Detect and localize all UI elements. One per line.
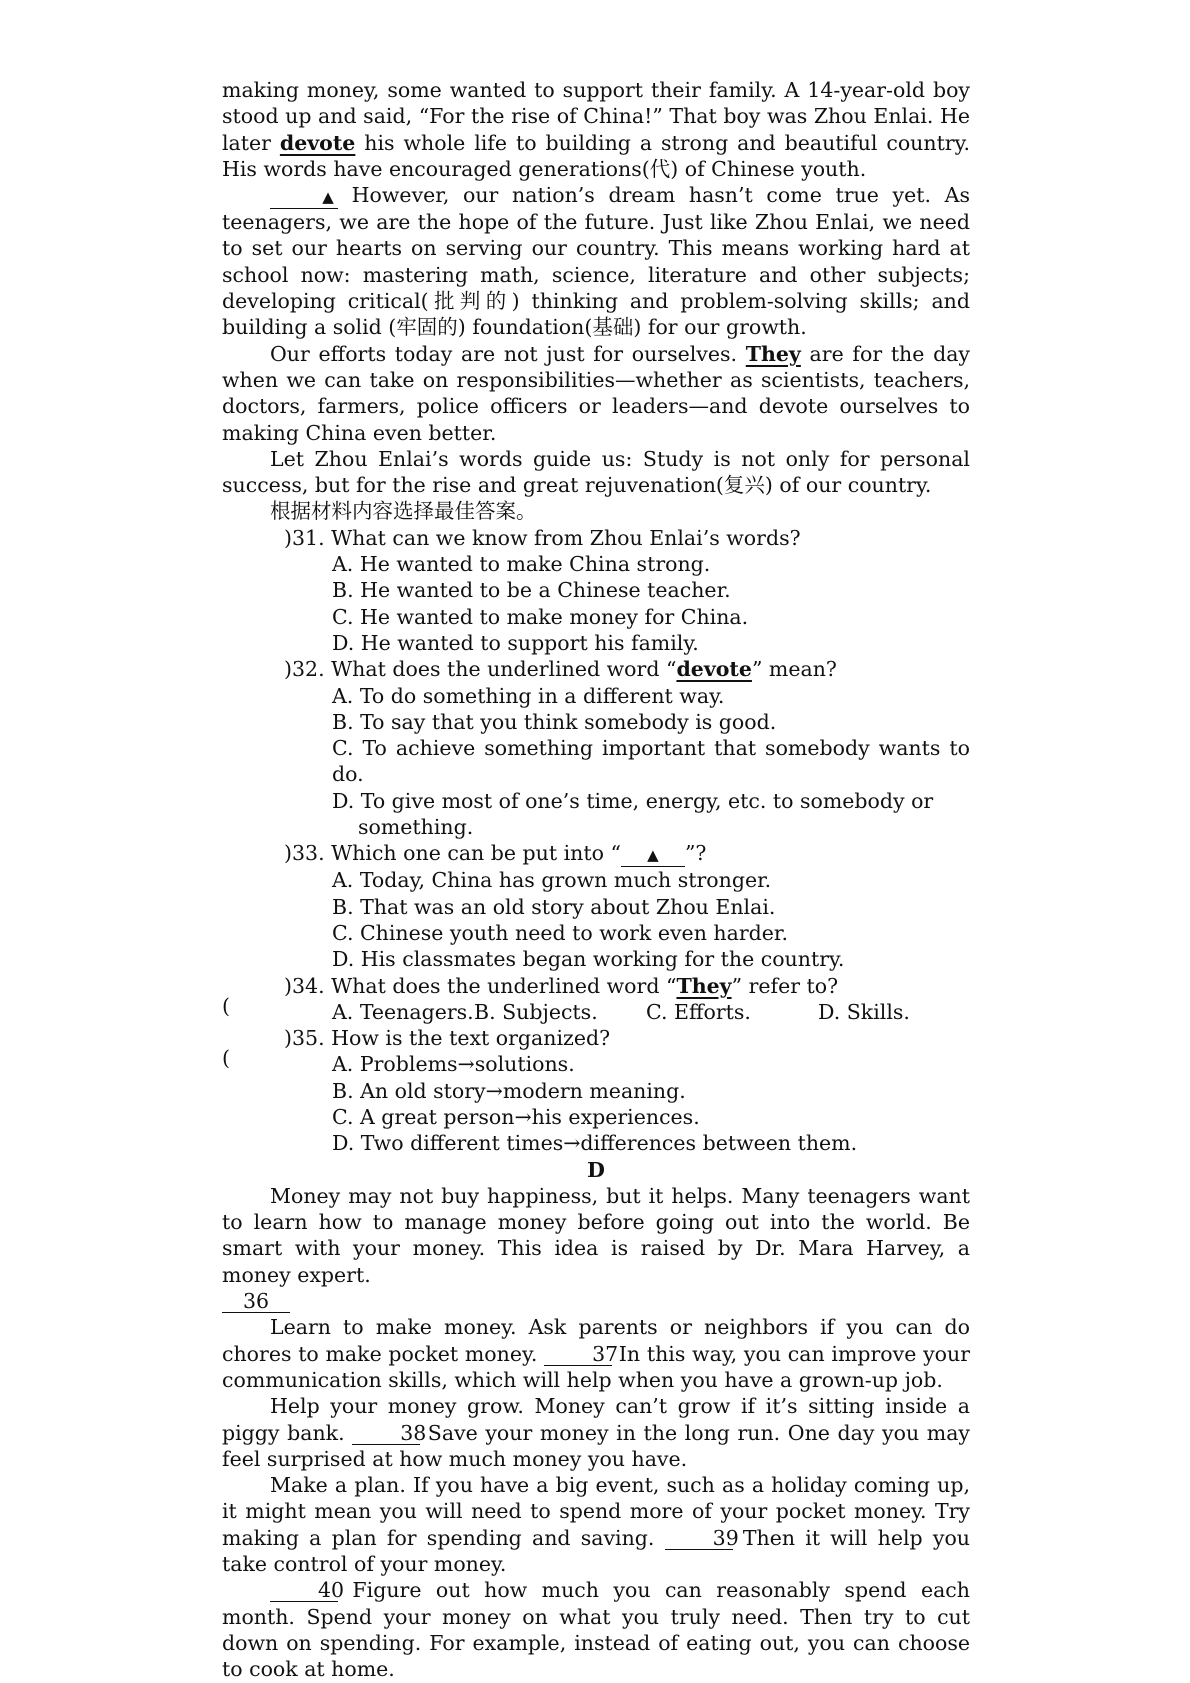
passage-c-paragraph-1: making money, some wanted to support their family. A 14-year-old boy stood up and said, “For the rise of China!” That boy was Zhou Enlai. He later devote his whole life to building a strong and beautiful country. His words have encouraged generations(代) of Chinese youth. (222, 78, 970, 181)
blank-36-line (222, 1288, 970, 1314)
section-heading-d: D (587, 1157, 605, 1182)
answer-paren: ( (222, 1046, 230, 1071)
q31-option-d: D. He wanted to support his family. (332, 630, 699, 655)
q34-option-c: C. Efforts. (646, 999, 751, 1024)
text-column (222, 77, 970, 1683)
q32-option-c: C. To achieve something important that somebody wants to do. (332, 736, 970, 787)
q33-option-b: B. That was an old story about Zhou Enlai. (332, 894, 776, 919)
answer-paren: ( (222, 993, 230, 1018)
q35-option-d: D. Two different times→differences between them. (332, 1131, 858, 1156)
triangle-icon: ▲ (322, 188, 334, 207)
passage-c-paragraph-3: Our efforts today are not just for ourselves. They are for the day when we can take on responsibilities—whether as scientists, teachers, doctors, farmers, police officers or leaders—and devote ourselves to making China even better. (222, 341, 971, 445)
question-33: )33. Which one can be put into “ ▲ ”? (284, 841, 707, 866)
q35-option-c: C. A great person→his experiences. (332, 1104, 700, 1129)
q33-option-c: C. Chinese youth need to work even harder. (332, 920, 788, 945)
q34-option-a: A. Teenagers. (332, 999, 474, 1024)
blank-39: 39 (665, 1527, 733, 1550)
instruction: 根据材料内容选择最佳答案。 (270, 499, 537, 524)
q32-underlined-word: devote (676, 657, 752, 682)
q35-option-b: B. An old story→modern meaning. (332, 1078, 686, 1103)
q32-option-b: B. To say that you think somebody is good. (332, 709, 777, 734)
passage-c-paragraph-2: ▲ However, our nation’s dream hasn’t come true yet. As teenagers, we are the hope of the future. Just like Zhou Enlai, we need to set our hearts on serving our country. This means working hard at school now: mastering math, science, literature and other subjects; developing critical(批判的) thinking and problem-solving skills; and building a solid (牢固的) foundation(基础) for our growth. (222, 183, 970, 340)
q31-option-c: C. He wanted to make money for China. (332, 604, 749, 629)
q35-option-a: A. Problems→solutions. (332, 1052, 575, 1077)
question-32: )32. What does the underlined word “devote” mean? (284, 657, 837, 682)
underlined-word-devote: devote (279, 130, 356, 155)
q32-option-a: A. To do something in a different way. (332, 683, 725, 708)
q33-blank (621, 842, 685, 867)
underlined-word-they: They (745, 341, 801, 366)
q31-option-a: A. He wanted to make China strong. (332, 552, 711, 577)
q32-option-d: D. To give most of one’s time, energy, etc. to somebody or (332, 788, 934, 813)
q34-underlined-word: They (676, 973, 732, 998)
question-35: ( )35. How is the text organized? (222, 1026, 611, 1071)
q31-option-b: B. He wanted to be a Chinese teacher. (332, 578, 731, 603)
passage-d-paragraph-5: 40 Figure out how much you can reasonably spend each month. Spend your money on what you truly need. Then try to cut down on spending. For example, instead of eating out, you can choose to cook at home. (222, 1578, 970, 1682)
passage-d-paragraph-1: Money may not buy happiness, but it helps. Many teenagers want to learn how to manage money before going out into the world. Be smart with your money. This idea is raised by Dr. Mara Harvey, a money expert. (222, 1183, 970, 1287)
q34-option-d: D. Skills. (818, 999, 910, 1024)
blank-38: 38 (352, 1422, 420, 1445)
blank-triangle (270, 184, 338, 209)
q33-option-d: D. His classmates began working for the country. (332, 947, 845, 972)
passage-d-paragraph-3: Help your money grow. Money can’t grow if it’s sitting inside a piggy bank. 38 Save your money in the long run. One day you may feel surprised at how much money you have. (222, 1394, 971, 1471)
blank-36: 36 (222, 1290, 290, 1313)
blank-40: 40 (270, 1579, 338, 1602)
q32-option-d-continued: something. (358, 815, 474, 840)
passage-d-paragraph-4: Make a plan. If you have a big event, such as a holiday coming up, it might mean you will need to spend more of your pocket money. Try making a plan for spending and saving. 39 Then it will help you take control of your money. (222, 1473, 970, 1577)
passage-c-paragraph-4: Let Zhou Enlai’s words guide us: Study is not only for personal success, but for the rise and great rejuvenation(复兴) of our country. (222, 446, 970, 498)
q34-options (222, 999, 970, 1025)
triangle-icon: ▲ (647, 846, 659, 865)
q34-option-b: B. Subjects. (474, 999, 598, 1024)
blank-37: 37 (544, 1343, 612, 1366)
question-31: )31. What can we know from Zhou Enlai’s words? (284, 525, 801, 550)
passage-d-paragraph-2: Learn to make money. Ask parents or neighbors if you can do chores to make pocket money. 37 In this way, you can improve your communication skills, which will help when you have a grown-up job. (222, 1315, 970, 1392)
question-34: ( )34. What does the underlined word “They” refer to? (222, 973, 839, 1018)
q33-option-a: A. Today, China has grown much stronger. (332, 868, 772, 893)
